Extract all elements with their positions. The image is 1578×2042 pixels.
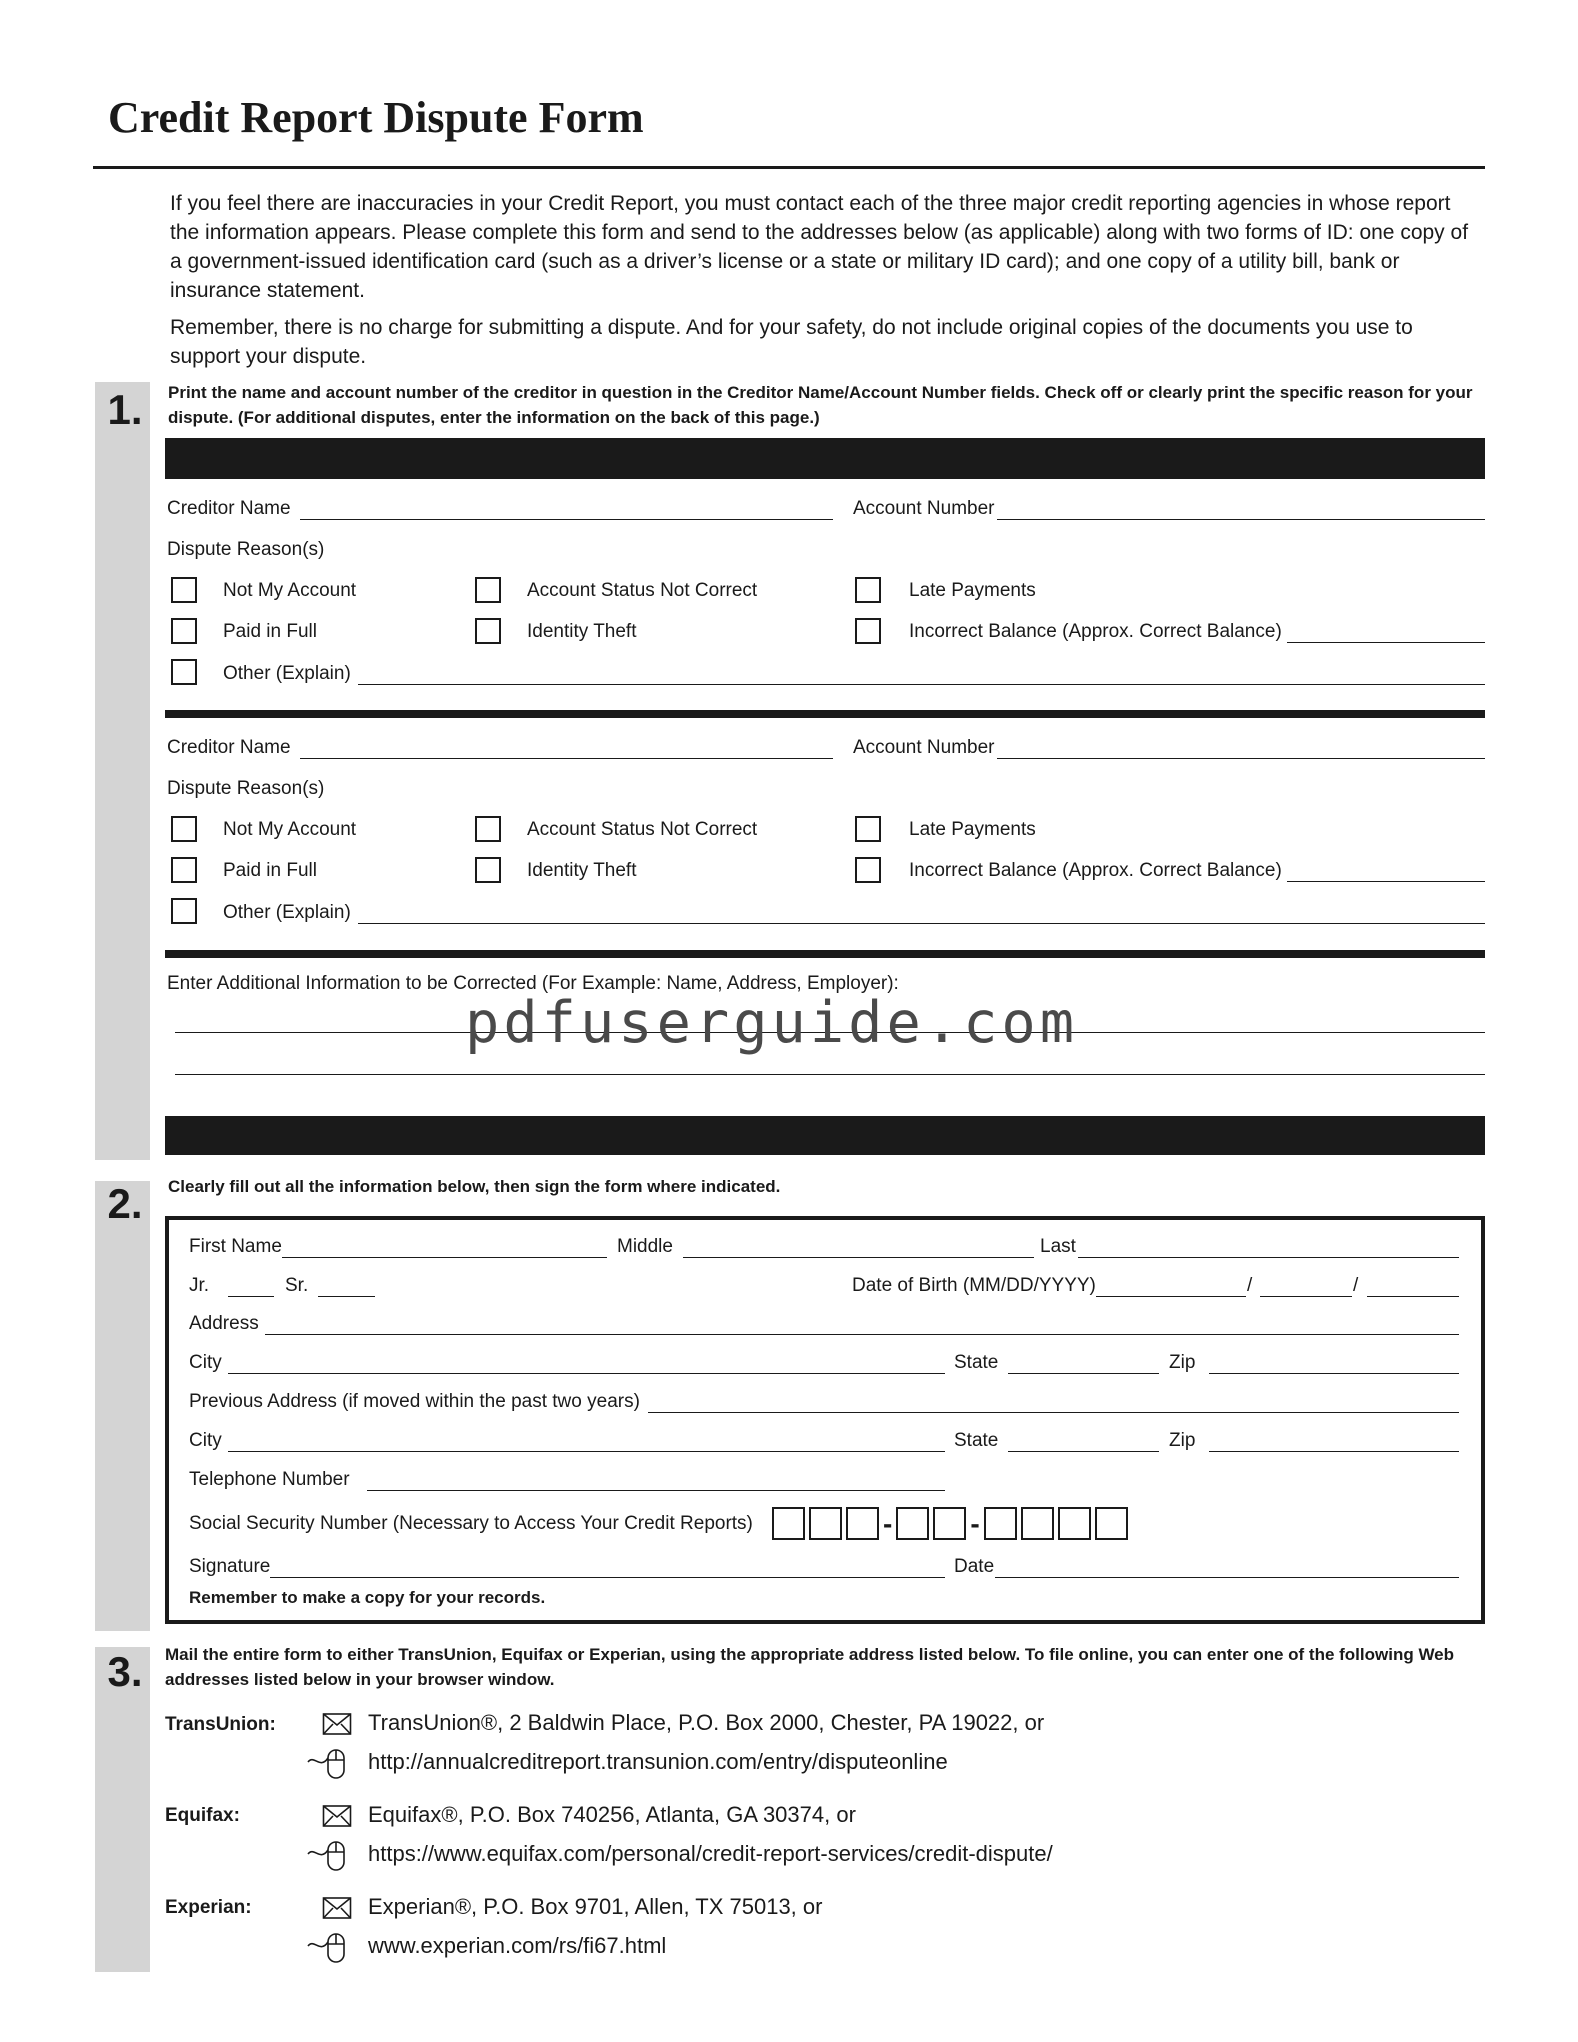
signature-label: Signature — [189, 1556, 271, 1577]
last-name-field[interactable] — [1078, 1257, 1459, 1258]
dispute-reasons-label: Dispute Reason(s) — [167, 778, 325, 799]
transunion-web-link[interactable]: http://annualcreditreport.transunion.com/entry/disputeonline — [368, 1749, 948, 1774]
jr-field[interactable] — [228, 1296, 274, 1297]
step1-sidebar — [95, 382, 150, 1160]
dob-slash: / — [1247, 1275, 1253, 1296]
last-label: Last — [1040, 1236, 1076, 1257]
envelope-icon — [322, 1712, 352, 1736]
dispute-separator — [165, 950, 1485, 958]
identity-theft-checkbox[interactable] — [475, 618, 501, 644]
dispute-reasons-label: Dispute Reason(s) — [167, 539, 325, 560]
date-field[interactable] — [995, 1577, 1459, 1578]
ssn-digit-box[interactable] — [772, 1507, 805, 1540]
creditor-name-label: Creditor Name — [167, 737, 291, 758]
equifax-web-link[interactable]: https://www.equifax.com/personal/credit-report-services/credit-dispute/ — [368, 1841, 1053, 1866]
title-divider — [93, 166, 1485, 169]
correct-balance-field[interactable] — [1287, 642, 1485, 643]
telephone-label: Telephone Number — [189, 1469, 350, 1490]
equifax-label: Equifax: — [165, 1805, 240, 1826]
account-status-label: Account Status Not Correct — [527, 819, 758, 840]
step1-number: 1. — [107, 386, 143, 433]
account-number-field[interactable] — [997, 519, 1485, 520]
other-checkbox[interactable] — [171, 659, 197, 685]
ssn-digit-box[interactable] — [1021, 1507, 1054, 1540]
dob-slash: / — [1353, 1275, 1359, 1296]
previous-state-field[interactable] — [1008, 1451, 1159, 1452]
middle-name-field[interactable] — [683, 1257, 1034, 1258]
mouse-icon — [306, 1928, 350, 1966]
late-payments-label: Late Payments — [909, 819, 1036, 840]
ssn-dash: - — [883, 1507, 893, 1539]
identity-theft-label: Identity Theft — [527, 860, 637, 881]
previous-city-field[interactable] — [228, 1451, 945, 1452]
transunion-mail-address: TransUnion®, 2 Baldwin Place, P.O. Box 2000, Chester, PA 19022, or — [368, 1710, 1045, 1735]
address-field[interactable] — [265, 1334, 1459, 1335]
ssn-digit-box[interactable] — [984, 1507, 1017, 1540]
address-label: Address — [189, 1313, 259, 1334]
ssn-digit-box[interactable] — [1095, 1507, 1128, 1540]
step1-header-bar — [165, 438, 1485, 479]
previous-address-field[interactable] — [648, 1412, 1459, 1413]
incorrect-balance-checkbox[interactable] — [855, 857, 881, 883]
page-title: Credit Report Dispute Form — [108, 93, 644, 142]
not-my-account-label: Not My Account — [223, 819, 357, 840]
ssn-digit-box[interactable] — [1058, 1507, 1091, 1540]
step2-number: 2. — [107, 1180, 143, 1227]
middle-label: Middle — [617, 1236, 673, 1257]
other-label: Other (Explain) — [223, 902, 351, 923]
previous-zip-field[interactable] — [1209, 1451, 1459, 1452]
jr-label: Jr. — [189, 1275, 210, 1296]
account-status-checkbox[interactable] — [475, 577, 501, 603]
not-my-account-label: Not My Account — [223, 580, 357, 601]
creditor-name-label: Creditor Name — [167, 498, 291, 519]
not-my-account-checkbox[interactable] — [171, 816, 197, 842]
ssn-dash: - — [970, 1507, 980, 1539]
envelope-icon — [322, 1896, 352, 1920]
dob-month-field[interactable] — [1096, 1296, 1246, 1297]
late-payments-checkbox[interactable] — [855, 577, 881, 603]
first-name-field[interactable] — [282, 1257, 607, 1258]
copy-reminder: Remember to make a copy for your records. — [189, 1588, 546, 1607]
zip-label: Zip — [1169, 1352, 1196, 1373]
step2-sidebar — [95, 1181, 150, 1631]
dispute-separator — [165, 710, 1485, 718]
step2-instruction: Clearly fill out all the information below, then sign the form where indicated. — [168, 1177, 781, 1196]
experian-web-link[interactable]: www.experian.com/rs/fi67.html — [368, 1933, 667, 1958]
city-field[interactable] — [228, 1373, 945, 1374]
incorrect-balance-label: Incorrect Balance (Approx. Correct Balance) — [909, 621, 1282, 642]
state-field[interactable] — [1008, 1373, 1159, 1374]
experian-mail-address: Experian®, P.O. Box 9701, Allen, TX 75013, or — [368, 1894, 823, 1919]
additional-info-line-2[interactable] — [175, 1074, 1485, 1075]
step1-footer-bar — [165, 1116, 1485, 1155]
telephone-field[interactable] — [367, 1490, 945, 1491]
identity-theft-checkbox[interactable] — [475, 857, 501, 883]
first-name-label: First Name — [189, 1236, 282, 1257]
step1-instruction: Print the name and account number of the creditor in question in the Creditor Name/Account Number fields. Check off or clearly print the specific reason for your dispute. (For additional disputes, enter the information on the back of this page.) — [168, 383, 1473, 427]
intro-paragraph-2: Remember, there is no charge for submitting a dispute. And for your safety, do not include original copies of the documents you use to support your dispute. — [170, 316, 1413, 368]
date-label: Date — [954, 1556, 995, 1577]
dob-label: Date of Birth (MM/DD/YYYY) — [852, 1275, 1096, 1296]
ssn-digit-box[interactable] — [809, 1507, 842, 1540]
intro-paragraph-1: If you feel there are inaccuracies in your Credit Report, you must contact each of the three major credit reporting agencies in whose report the information appears. Please complete this form and send to the addresses below (as applicable) along with two forms of ID: one copy of a government-issued identification card (such as a driver’s license or a state or military ID card); and one copy of a utility bill, bank or insurance statement. — [170, 192, 1469, 302]
dob-year-field[interactable] — [1367, 1296, 1459, 1297]
paid-in-full-checkbox[interactable] — [171, 618, 197, 644]
mouse-icon — [306, 1836, 350, 1874]
other-label: Other (Explain) — [223, 663, 351, 684]
account-number-label: Account Number — [853, 737, 995, 758]
sr-field[interactable] — [318, 1296, 375, 1297]
creditor-name-field[interactable] — [300, 758, 833, 759]
account-status-checkbox[interactable] — [475, 816, 501, 842]
not-my-account-checkbox[interactable] — [171, 577, 197, 603]
state-label: State — [954, 1430, 999, 1451]
late-payments-label: Late Payments — [909, 580, 1036, 601]
equifax-mail-address: Equifax®, P.O. Box 740256, Atlanta, GA 30374, or — [368, 1802, 856, 1827]
account-status-label: Account Status Not Correct — [527, 580, 758, 601]
dob-day-field[interactable] — [1260, 1296, 1352, 1297]
paid-in-full-checkbox[interactable] — [171, 857, 197, 883]
additional-info-label: Enter Additional Information to be Corrected (For Example: Name, Address, Employer): — [167, 973, 899, 994]
step3-number: 3. — [107, 1648, 143, 1695]
other-explain-field[interactable] — [358, 923, 1485, 924]
ssn-digit-box[interactable] — [933, 1507, 966, 1540]
correct-balance-field[interactable] — [1287, 881, 1485, 882]
city-label: City — [189, 1352, 222, 1373]
experian-label: Experian: — [165, 1897, 252, 1918]
other-checkbox[interactable] — [171, 898, 197, 924]
creditor-name-field[interactable] — [300, 519, 833, 520]
account-number-label: Account Number — [853, 498, 995, 519]
mouse-icon — [306, 1744, 350, 1782]
transunion-label: TransUnion: — [165, 1714, 276, 1735]
sr-label: Sr. — [285, 1275, 309, 1296]
envelope-icon — [322, 1804, 352, 1828]
paid-in-full-label: Paid in Full — [223, 621, 317, 642]
paid-in-full-label: Paid in Full — [223, 860, 317, 881]
personal-info-box — [165, 1216, 1485, 1624]
state-label: State — [954, 1352, 999, 1373]
watermark: pdfuserguide.com — [465, 990, 1079, 1056]
zip-field[interactable] — [1209, 1373, 1459, 1374]
late-payments-checkbox[interactable] — [855, 816, 881, 842]
signature-field[interactable] — [270, 1577, 945, 1578]
step3-instruction: Mail the entire form to either TransUnion, Equifax or Experian, using the appropriate address listed below. To file online, you can enter one of the following Web addresses listed below in your browser window. — [165, 1645, 1455, 1689]
account-number-field[interactable] — [997, 758, 1485, 759]
ssn-input-group — [772, 1507, 1128, 1540]
ssn-digit-box[interactable] — [896, 1507, 929, 1540]
other-explain-field[interactable] — [358, 684, 1485, 685]
zip-label: Zip — [1169, 1430, 1196, 1451]
incorrect-balance-label: Incorrect Balance (Approx. Correct Balance) — [909, 860, 1282, 881]
city-label: City — [189, 1430, 222, 1451]
previous-address-label: Previous Address (if moved within the past two years) — [189, 1391, 640, 1412]
ssn-label: Social Security Number (Necessary to Access Your Credit Reports) — [189, 1513, 753, 1534]
ssn-digit-box[interactable] — [846, 1507, 879, 1540]
identity-theft-label: Identity Theft — [527, 621, 637, 642]
incorrect-balance-checkbox[interactable] — [855, 618, 881, 644]
